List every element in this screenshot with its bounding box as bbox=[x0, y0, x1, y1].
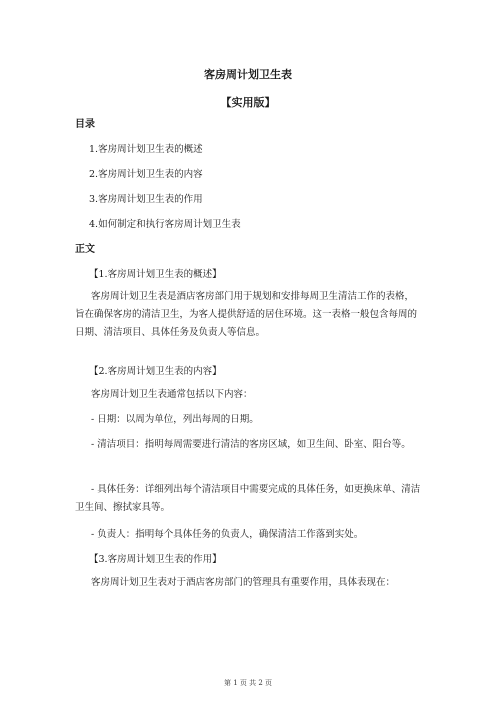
toc-heading: 目录 bbox=[75, 119, 95, 130]
document-subtitle: 【实用版】 bbox=[220, 96, 276, 109]
page-footer: 第 1 页 共 2 页 bbox=[223, 679, 273, 687]
paragraph: 客房周计划卫生表对于酒店客房部门的管理具有重要作用，具体表现在： bbox=[91, 577, 396, 588]
toc-item: 2.客房周计划卫生表的内容 bbox=[89, 169, 203, 180]
list-item: - 具体任务：详细列出每个清洁项目中需要完成的具体任务，如更换床单、清洁卫生间、擦拭家具等。 bbox=[75, 484, 421, 513]
list-item: - 清洁项目：指明每周需要进行清洁的客房区域，如卫生间、卧室、阳台等。 bbox=[91, 439, 411, 450]
toc-item: 3.客房周计划卫生表的作用 bbox=[89, 194, 203, 205]
paragraph: 客房周计划卫生表是酒店客房部门用于规划和安排每周卫生清洁工作的表格，旨在确保客房的清洁卫生，为客人提供舒适的居住环境。这一表格一般包含每周的日期、清洁项目、具体任务及负责人等信息。 bbox=[75, 291, 418, 338]
toc-item: 1.客房周计划卫生表的概述 bbox=[89, 144, 203, 155]
body-heading: 正文 bbox=[75, 244, 95, 255]
section-heading: 【1.客房周计划卫生表的概述】 bbox=[89, 269, 222, 280]
section-heading: 【2.客房周计划卫生表的内容】 bbox=[89, 366, 222, 377]
section-heading: 【3.客房周计划卫生表的作用】 bbox=[89, 554, 222, 565]
toc-item: 4.如何制定和执行客房周计划卫生表 bbox=[89, 219, 241, 230]
document-title: 客房周计划卫生表 bbox=[204, 68, 292, 81]
paragraph: 客房周计划卫生表通常包括以下内容： bbox=[91, 389, 253, 400]
list-item: - 日期：以周为单位，列出每周的日期。 bbox=[91, 414, 259, 425]
list-item: - 负责人：指明每个具体任务的负责人，确保清洁工作落到实处。 bbox=[91, 529, 364, 540]
